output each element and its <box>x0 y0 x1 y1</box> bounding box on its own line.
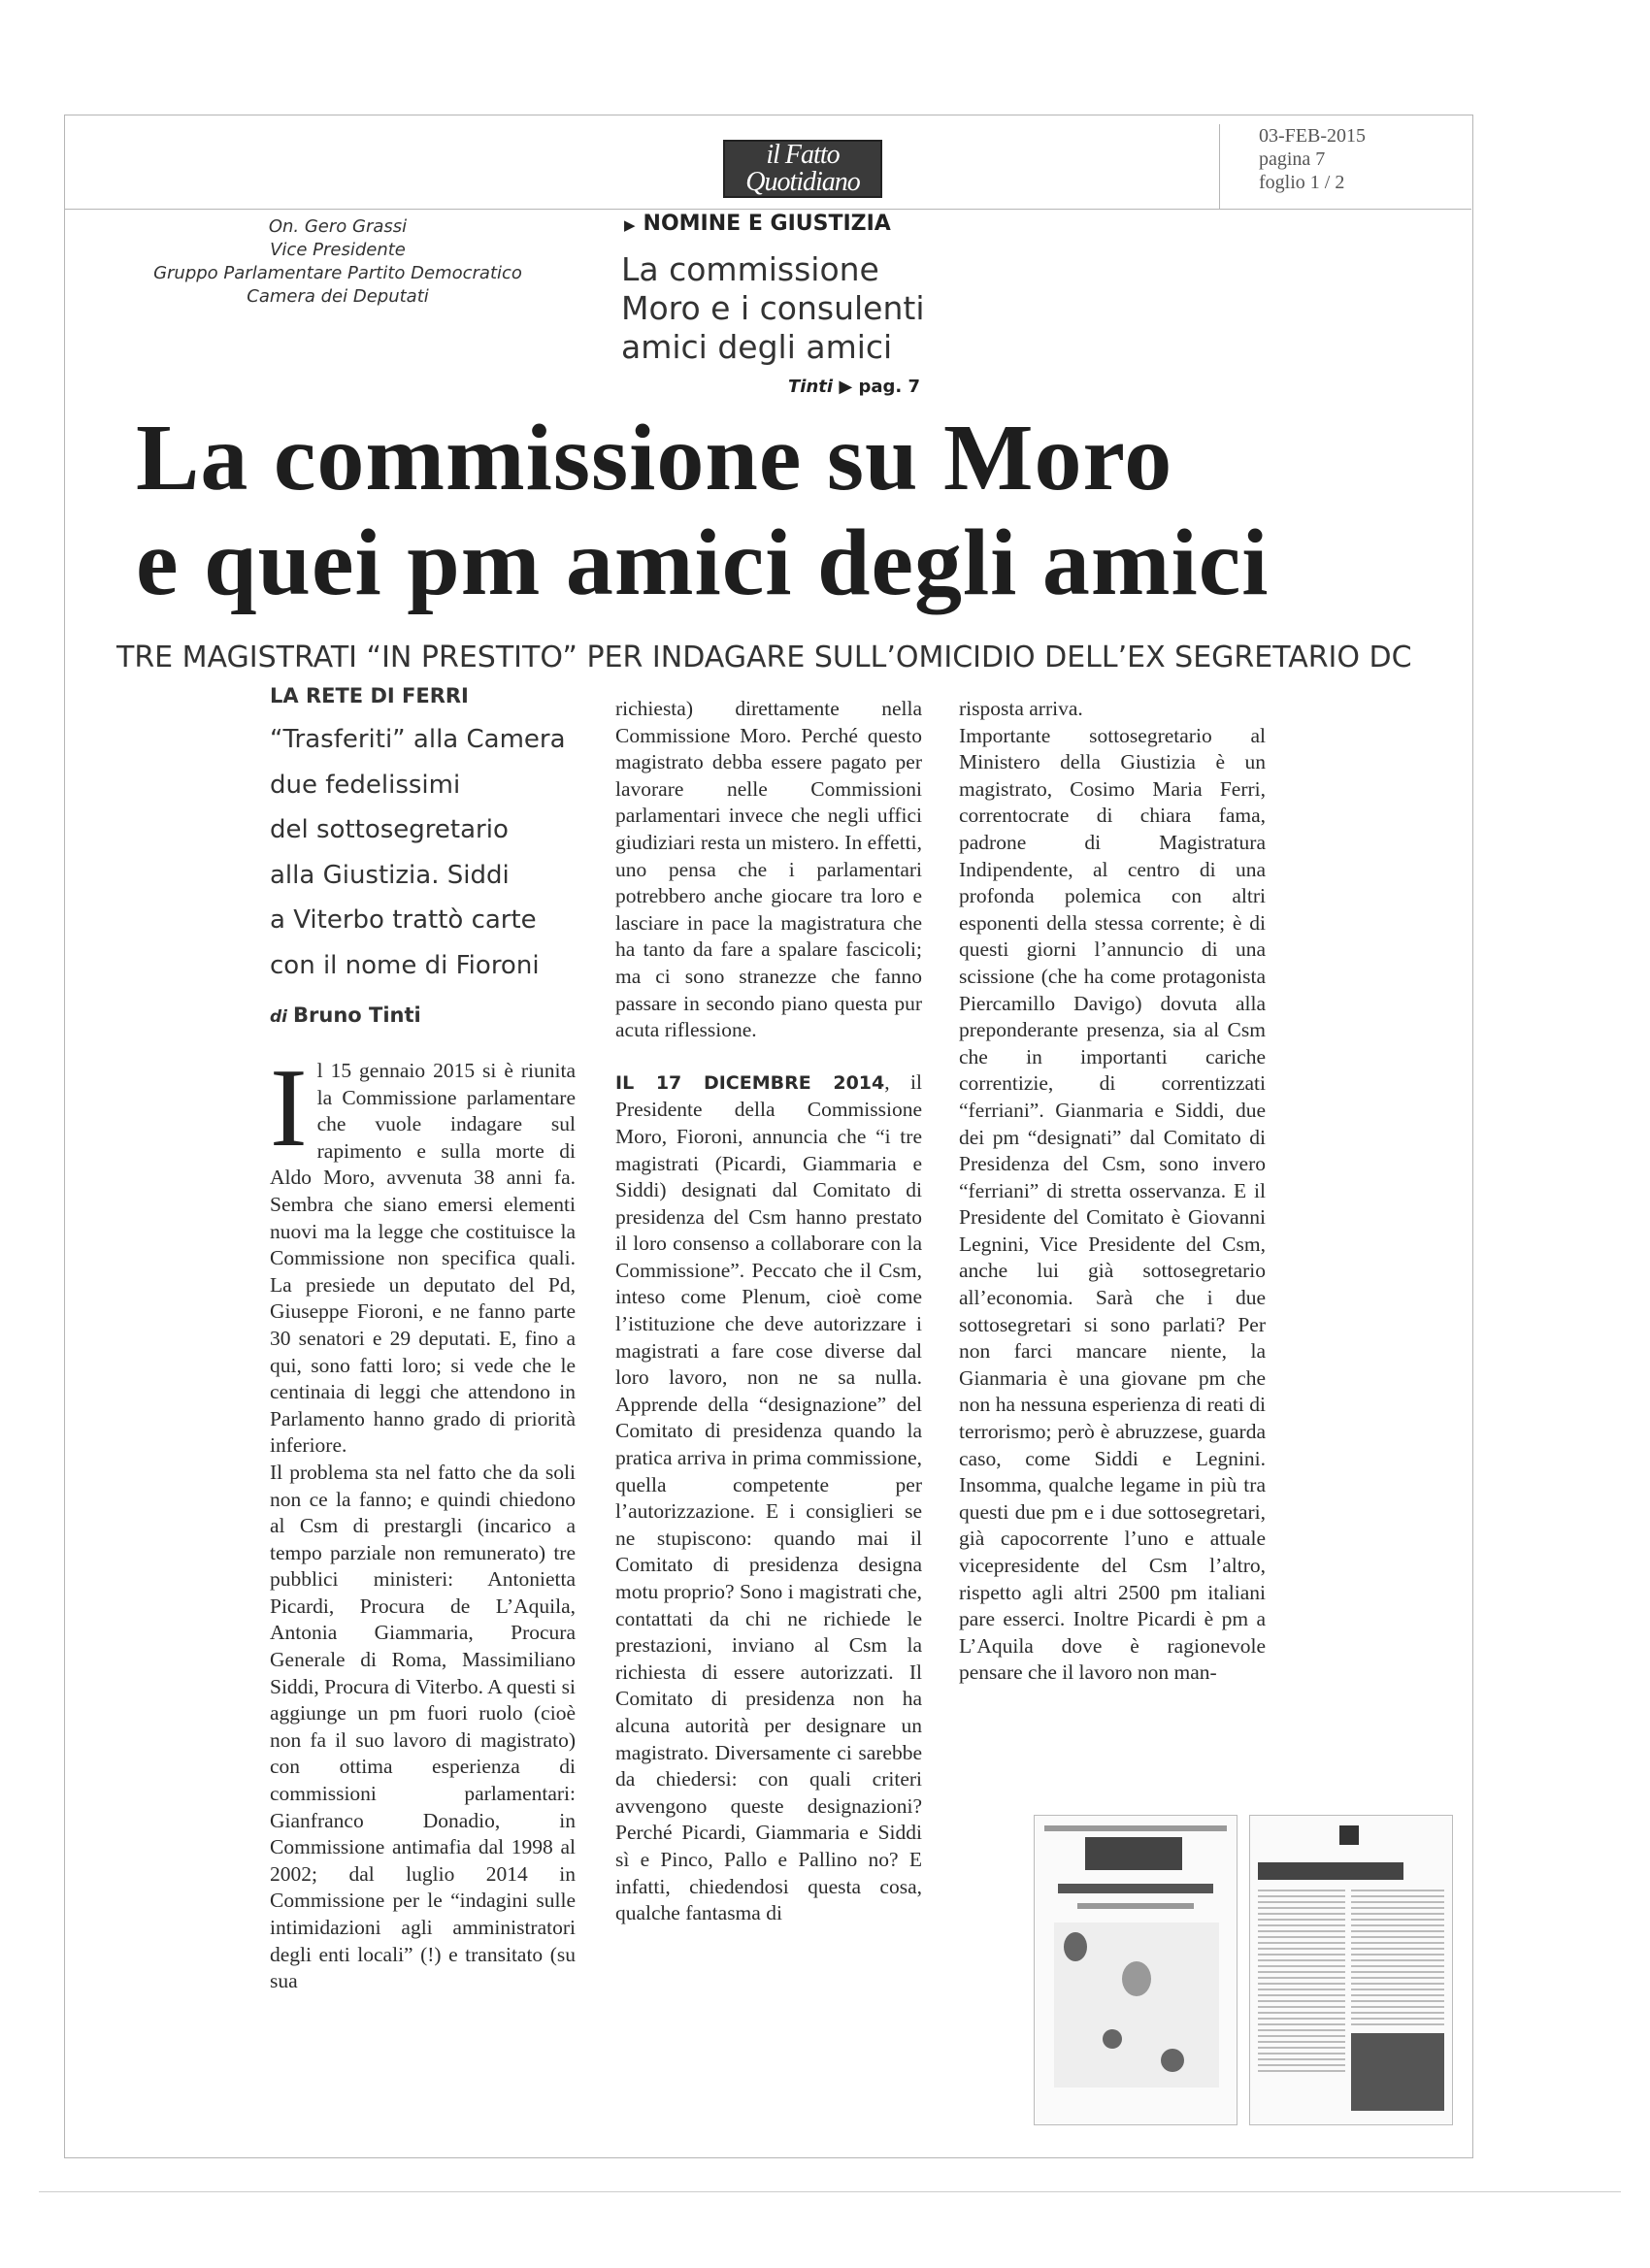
thumbnail-illustration <box>1054 1923 1219 2087</box>
article-column-2 <box>615 696 922 1927</box>
summary-box <box>270 684 580 1027</box>
drop-cap: I <box>270 1046 308 1170</box>
thumbnail-text <box>1077 1903 1194 1909</box>
article-paragraph: l 15 gennaio 2015 si è riunita la Commissione parlamentare che vuole indagare sul rapimento e sulla morte di Aldo Moro, avvenuta 38 anni fa. Sembra che siano emersi elementi nuovi ma la legge che costituisce la Commissione non specifica quali. La presiede un deputato del Pd, Giuseppe Fioroni, e ne fanno parte 30 senatori e 29 deputati. E, fino a qui, sono fatti loro; si vede che le centinaia di leggi che attendono in Parlamento hanno grado di priorità inferiore. <box>270 1059 576 1458</box>
thumbnail-photo <box>1351 2033 1444 2111</box>
summary-label: LA RETE DI FERRI <box>270 684 469 707</box>
summary-line: alla Giustizia. Siddi <box>270 860 510 890</box>
front-page-thumbnail <box>1034 1815 1238 2125</box>
logo-line1: il Fatto <box>766 140 840 170</box>
paragraph-body: , il Presidente della Commissione Moro, Fioroni, annuncia che “i tre magistrati (Picardi, Giammaria e Siddi) designati dal Comitato di presidenza del Csm hanno prestato il loro consenso a collaborare con la Commissione”. Peccato che il Csm, inteso come Plenum, cioè come l’istituzione che deve autorizzare i magistrati a fare cose diverse dal loro lavoro, non ne sa nulla. Apprende della “designazione” del Comitato di presidenza quando la pratica arriva in prima commissione, quella competente per l’autorizzazione. E i consiglieri se ne stupiscono: quando mai il Comitato di presidenza designa motu proprio? Sono i magistrati che, contattati da chi ne richiede le prestazioni, inviano al Csm la richiesta di essere autorizzati. Il Comitato di presidenza non ha alcuna autorità per designare un magistrato. Diversamente ci sarebbe da chiedersi: con quali criteri avvengono queste designazioni? Perché Picardi, Giammaria e Siddi sì e Pinco, Pallo e Pallino no? E infatti, chiedendosi questa cosa, qualche fantasma di <box>615 1069 922 1925</box>
thumbnail-logo <box>1085 1837 1182 1870</box>
triangle-icon: ▶ <box>839 377 859 397</box>
summary-line: due fedelissimi <box>270 770 461 800</box>
bottom-rule <box>39 2191 1621 2192</box>
thumbnail-figure <box>1122 1961 1151 1996</box>
stamp-date: 03-FEB-2015 <box>1259 125 1366 147</box>
triangle-icon: ▶ <box>624 216 636 234</box>
teaser-reference <box>788 377 920 397</box>
article-column-3 <box>959 696 1266 1687</box>
subheadline: TRE MAGISTRATI “IN PRESTITO” PER INDAGARE SULL’OMICIDIO DELL’EX SEGRETARIO DC <box>116 641 1412 674</box>
byline-prefix: di <box>270 1007 287 1027</box>
stamp-sheet: foglio 1 / 2 <box>1259 172 1345 193</box>
summary-line: con il nome di Fioroni <box>270 950 540 980</box>
thumbnail-text <box>1258 1890 1345 2074</box>
thumbnail-logo <box>1339 1825 1359 1845</box>
teaser-line3: amici degli amici <box>621 328 893 366</box>
mp-stamp <box>115 215 561 309</box>
teaser-line2: Moro e i consulenti <box>621 289 925 327</box>
article-page-thumbnail <box>1249 1815 1453 2125</box>
thumbnail-headline <box>1258 1862 1403 1880</box>
mp-chamber: Camera dei Deputati <box>247 286 429 307</box>
summary-line: del sottosegretario <box>270 815 509 844</box>
mp-role: Vice Presidente <box>270 240 406 260</box>
thumbnail-text <box>1044 1825 1227 1831</box>
date-stamp <box>1219 124 1471 210</box>
logo-line2: Quotidiano <box>745 167 860 197</box>
mp-name: On. Gero Grassi <box>268 216 408 237</box>
article-paragraph: richiesta) direttamente nella Commissione Moro. Perché questo magistrato debba essere pagato per lavorare nelle Commissioni parlamentari invece che negli uffici giudiziari resta un mistero. In effetti, uno pensa che i parlamentari potrebbero anche giocare tra loro e lasciare in pace la magistratura che ha tanto da fare a spalare fascicoli; ma ci sono stranezze che fanno passare in secondo piano questa pur acuta riflessione. <box>615 697 922 1042</box>
newspaper-logo <box>723 140 882 198</box>
article-column-1 <box>270 1046 576 1995</box>
article-paragraph: Il problema sta nel fatto che da soli non ce la fanno; e quindi chiedono al Csm di prestargli (incarico a tempo parziale non remunerato) tre pubblici ministeri: Antonietta Picardi, Procura de L’Aquila, Antonia Giammaria, Procura Generale di Roma, Massimiliano Siddi, Procura di Viterbo. A questi si aggiunge un pm fuori ruolo (cioè non fa il suo lavoro di magistrato) con ottima esperienza di commissioni parlamentari: Gianfranco Donadio, in Commissione antimafia dal 1998 al 2002; dal luglio 2014 in Commissione per le “indagini sulle intimidazioni agli amministratori degli enti locali” (!) e transitato (su sua <box>270 1460 576 1993</box>
thumbnail-figure <box>1161 2049 1184 2072</box>
thumbnail-text <box>1351 1890 1444 2025</box>
thumbnail-headline <box>1058 1884 1213 1893</box>
headline <box>136 406 1417 615</box>
kicker-text: NOMINE E GIUSTIZIA <box>643 212 891 236</box>
teaser-line1: La commissione <box>621 250 879 288</box>
front-page-teaser <box>621 250 941 367</box>
headline-line1: La commissione su Moro <box>136 406 1173 510</box>
byline-author: Bruno Tinti <box>293 1003 421 1027</box>
teaser-author: Tinti <box>788 377 834 397</box>
mp-group: Gruppo Parlamentare Partito Democratico <box>153 263 522 283</box>
article-paragraph: risposta arriva. <box>959 697 1083 720</box>
summary-line: a Viterbo trattò carte <box>270 905 537 935</box>
thumbnail-figure <box>1064 1932 1087 1961</box>
article-paragraph <box>615 1069 922 1927</box>
stamp-page: pagina 7 <box>1259 148 1326 170</box>
thumbnail-figure <box>1103 2029 1122 2049</box>
page-thumbnails <box>1034 1815 1457 2125</box>
article-paragraph: Importante sottosegretario al Ministero della Giustizia è un magistrato, Cosimo Maria Ferri, correntocrate di chiara fama, padrone di Magistratura Indipendente, al centro di una profonda polemica con altri esponenti della stessa corrente; è di questi giorni l’annuncio di una scissione (che ha come protagonista Piercamillo Davigo) dovuta alla preponderante presenza, sia al Csm che in importanti cariche correntizie, di correntizzati “ferriani”. Gianmaria e Siddi, due dei pm “designati” dal Comitato di Presidenza del Csm, sono invero “ferriani” di stretta osservanza. E il Presidente del Comitato è Giovanni Legnini, Vice Presidente del Csm, anche lui già sottosegretario all’economia. Sarà che i due sottosegretari si sono parlati? Per non farci mancare niente, la Gianmaria è una giovane pm che non ha nessuna esperienza di reati di terrorismo; però è abruzzese, guarda caso, come Siddi e Legnini. Insomma, qualche legame in più tra questi due pm e i due sottosegretari, già capocorrente l’uno e attuale vicepresidente del Csm l’altro, rispetto agli altri 2500 pm italiani pare esserci. Inoltre Picardi è pm a L’Aquila dove è ragionevole pensare che il lavoro non man- <box>959 723 1266 1685</box>
paragraph-lead: IL 17 DICEMBRE 2014 <box>615 1071 885 1094</box>
byline <box>270 1003 580 1027</box>
headline-line2: e quei pm amici degli amici <box>136 510 1270 615</box>
section-kicker <box>624 212 891 236</box>
teaser-page: pag. 7 <box>858 377 920 397</box>
summary-line: “Trasferiti” alla Camera <box>270 725 566 754</box>
